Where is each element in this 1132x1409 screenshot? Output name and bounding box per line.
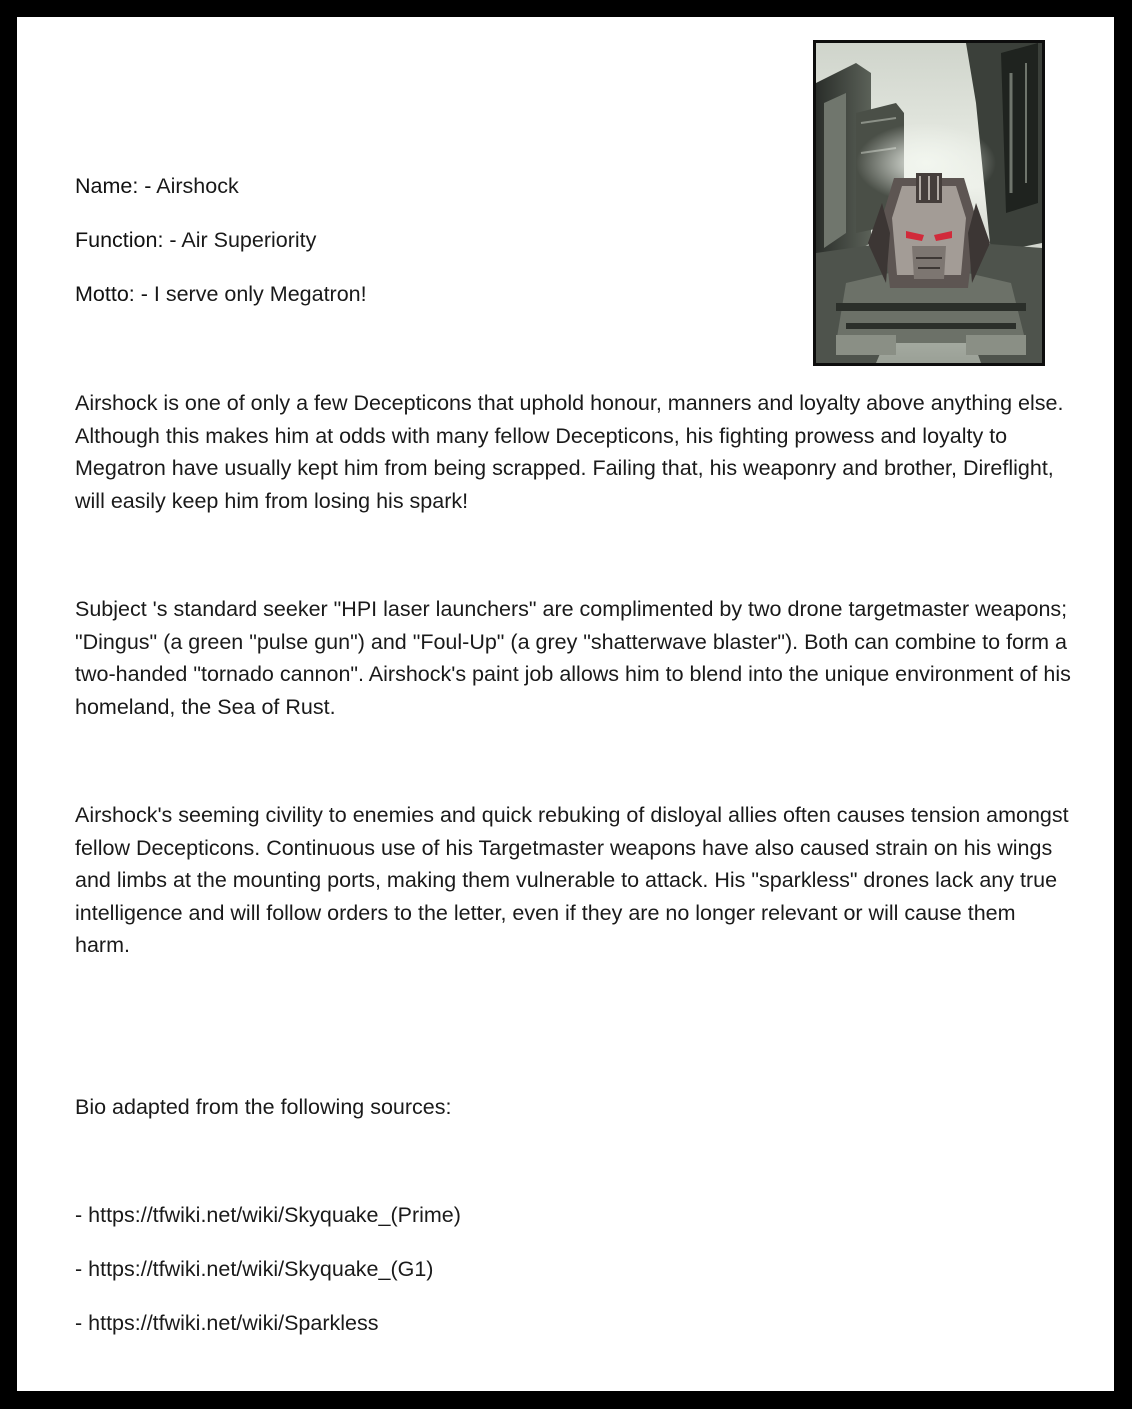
motto-label: Motto: - (75, 282, 148, 306)
bio-page (17, 17, 1114, 1391)
sources-heading: Bio adapted from the following sources: (75, 1095, 452, 1119)
source-link-2[interactable]: - https://tfwiki.net/wiki/Skyquake_(G1) (75, 1257, 434, 1281)
source-link-3[interactable]: - https://tfwiki.net/wiki/Sparkless (75, 1311, 379, 1335)
name-field (75, 170, 239, 203)
transformer-head-icon (816, 43, 1042, 363)
bio-paragraph-2: Subject 's standard seeker "HPI laser launchers" are complimented by two drone targetmaster weapons; "Dingus" (a green "pulse gun") and "Foul-Up" (a grey "shatterwave blaster"). Both can combine to form a two-handed "tornado cannon". Airshock's paint job allows him to blend into the unique environment of his homeland, the Sea of Rust. (75, 597, 1071, 719)
function-value: Air Superiority (181, 228, 317, 252)
character-portrait (813, 40, 1045, 366)
bio-paragraph-1: Airshock is one of only a few Decepticons that uphold honour, manners and loyalty above anything else. Although this makes him at odds with many fellow Decepticons, his fighting prowess and loyalty to Megatron have usually kept him from being scrapped. Failing that, his weaponry and brother, Direflight, will easily keep him from losing his spark! (75, 391, 1064, 513)
name-value: Airshock (156, 174, 239, 198)
motto-value: I serve only Megatron! (153, 282, 367, 306)
function-label: Function: - (75, 228, 177, 252)
name-label: Name: - (75, 174, 152, 198)
function-field (75, 224, 316, 257)
bio-paragraph-3: Airshock's seeming civility to enemies and quick rebuking of disloyal allies often causes tension amongst fellow Decepticons. Continuous use of his Targetmaster weapons have also caused strain on his wings and limbs at the mounting ports, making them vulnerable to attack. His "sparkless" drones lack any true intelligence and will follow orders to the letter, even if they are no longer relevant or will cause them harm. (75, 803, 1069, 957)
motto-field (75, 278, 367, 311)
source-link-1[interactable]: - https://tfwiki.net/wiki/Skyquake_(Prime) (75, 1203, 461, 1227)
